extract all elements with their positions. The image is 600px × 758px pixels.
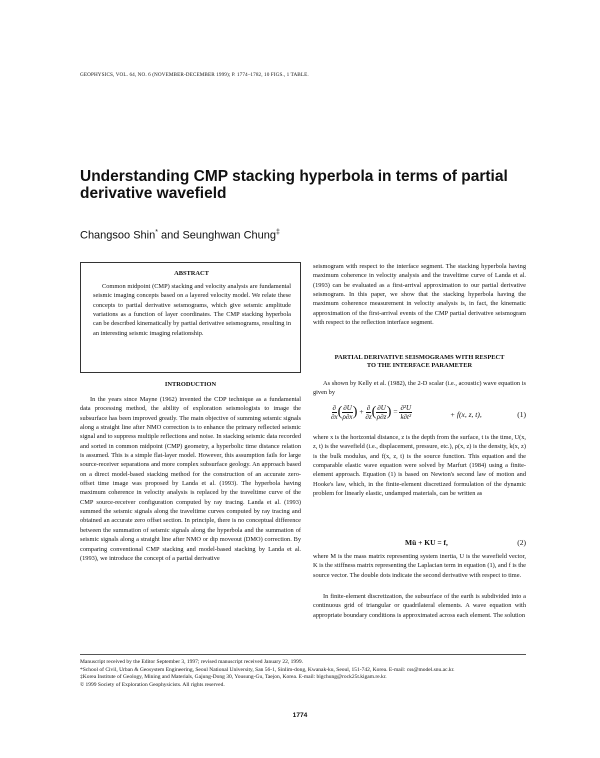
author-2: Seunghwan Chung (182, 229, 277, 242)
section2-lead: As shown by Kelly et al. (1982), the 2-D scalar (i.e., acoustic) wave equation is given by (313, 380, 526, 397)
footnote-author-1: *School of Civil, Urban & Geosystem Engineering, Seoul National University, San 56-1, Sinlim-dong, Kwanak-ku, Seoul, 151-742, Korea. E-mail: css@model.snu.ac.kr. (80, 666, 455, 673)
right-top-paragraph: seismogram with respect to the interface segment. The stacking hyperbola having maximum coherence in velocity analysis and the traveltime curve of Landa et al. (1993) can be evaluated as a first-arrival approximation to our partial derivative seismogram. In this paper, we show that the stacking hyperbola having the maximum coherence measurement in velocity analysis is, in fact, the kinematic approximation of the first-arrival events of the CMP partial derivative seismogram with respect to the reflection interface segment. (313, 263, 526, 327)
after-eq1-text: where x is the horizontal distance, z is the depth from the surface, t is the time, U(x, z, t) is the wavefield (i.e., displacement, pressure, etc.), ρ(x, z) is the density, k(x, z) is the bulk modulus, and f(x, z, t) is the source function. This equation and the comparable elastic wave equation were solved by Marfurt (1984) using a finite-element approach. Equation (1) is based on Newton's second law of motion and Hooke's law, which, in the finite-element discretized formulation of the dynamic problem for linearly elastic, undamped materials, can be written as (313, 434, 526, 498)
equation-1 (331, 400, 526, 430)
abstract-text: Common midpoint (CMP) stacking and velocity analysis are fundamental seismic imaging concepts based on a layered velocity model. We relate these concepts to partial derivative seismograms, which give seismic amplitude variations as a function of layer coordinates. The CMP stacking hyperbola can be described kinematically by partial derivative seismograms, resulting in an interesting seismic imaging relationship. (93, 283, 291, 337)
author-1-mark: * (155, 229, 158, 236)
footnote-rule (80, 654, 526, 655)
author-and: and (157, 229, 183, 242)
fe-paragraph: In finite-element discretization, the subsurface of the earth is subdivided into a continuous grid of triangular or quadrilateral elements. A wave equation with appropriate boundary conditions is approximated across each element. The solution (313, 593, 526, 619)
footnote-copyright: © 1999 Society of Exploration Geophysicists. All rights reserved. (80, 681, 225, 688)
footnote-received: Manuscript received by the Editor September 3, 1997; revised manuscript received January 22, 1999. (80, 659, 303, 665)
footnote-author-2: ‡Korea Institute of Geology, Mining and Materials, Gajung-Dong 30, Yousung-Gu, Taejon, Korea. E-mail: bigchung@rock25t.kigam.re.kr. (80, 674, 387, 681)
paper-title: Understanding CMP stacking hyperbola in terms of partial derivative wavefield (80, 168, 508, 202)
equation-2 (313, 538, 526, 550)
journal-header: GEOPHYSICS, VOL. 64, NO. 6 (NOVEMBER-DECEMBER 1999); P. 1774–1782, 10 FIGS., 1 TABLE. (80, 72, 309, 78)
section2-heading-line2: TO THE INTERFACE PARAMETER (366, 362, 473, 369)
intro-text: In the years since Mayne (1962) invented the CDP technique as a fundamental data processing method, the ability of exploration seismologists to image the subsurface has been improved greatly. The main objective of summing seismic signals along a straight line after NMO correction is to enhance the primary reflected seismic signal and to suppress multiple reflections and noise. In stacking seismic data recorded and sorted in common midpoint (CMP) geometry, a hyperbolic time distance relation is assumed. This is a simple flat-layer model. However, this assumption fails for large source-receiver separations and more complex subsurface geology. An approach based on a direct model-based stacking method for the construction of an accurate zero-offset time image was proposed by Landa et al. (1993). The hyperbola having maximum coherence in velocity analysis is replaced by the traveltime curve of the CMP source-receiver configuration computed by ray tracing. Landa et al. (1993) summed the seismic signals along the traveltime curves computed by ray tracing and obtained an accurate zero offset section. In principle, there is no conceptual difference between the summation of seismic signals along the hyperbola and the summation of seismic signals along a straight line after NMO or dip moveout (DMO) correction. By comparing conventional CMP stacking and model-based stacking by Landa et al. (1993), we introduce the concept of a partial derivative (80, 396, 301, 562)
author-1: Changsoo Shin (80, 229, 156, 242)
author-line (80, 229, 280, 242)
equation-1-rhs: + f(x, z, t), (450, 410, 482, 419)
author-2-mark: ‡ (276, 229, 280, 236)
abstract-heading: ABSTRACT (174, 270, 209, 277)
page-number: 1774 (292, 712, 308, 719)
equation-2-label: (2) (517, 538, 526, 547)
after-eq2-text: where M is the mass matrix representing system inertia, U is the wavefield vector, K is the stiffness matrix representing the Laplacian term in equation (1), and f is the source vector. The double dots indicate the second derivative with respect to time. (313, 553, 526, 579)
footnotes (80, 659, 526, 689)
section2-heading (313, 354, 526, 370)
section2-heading-line1: PARTIAL DERIVATIVE SEISMOGRAMS WITH RESPECT (334, 354, 505, 361)
equation-2-body: Mü + KU = f, (405, 538, 448, 547)
intro-heading: INTRODUCTION (164, 381, 217, 388)
abstract-box (80, 262, 301, 373)
equation-1-label: (1) (517, 410, 526, 419)
equation-1-lhs: $\frac{\partial}{\partial x}$ ( $\frac{\partial U}{\rho\partial x}$ ) + $\frac{\partial}{\partial z}$ ( $\frac{\partial U}{\rho\partial z}$ ) = $\frac{\text{∂²U}}{\text{k∂t²}}$ (331, 404, 412, 421)
